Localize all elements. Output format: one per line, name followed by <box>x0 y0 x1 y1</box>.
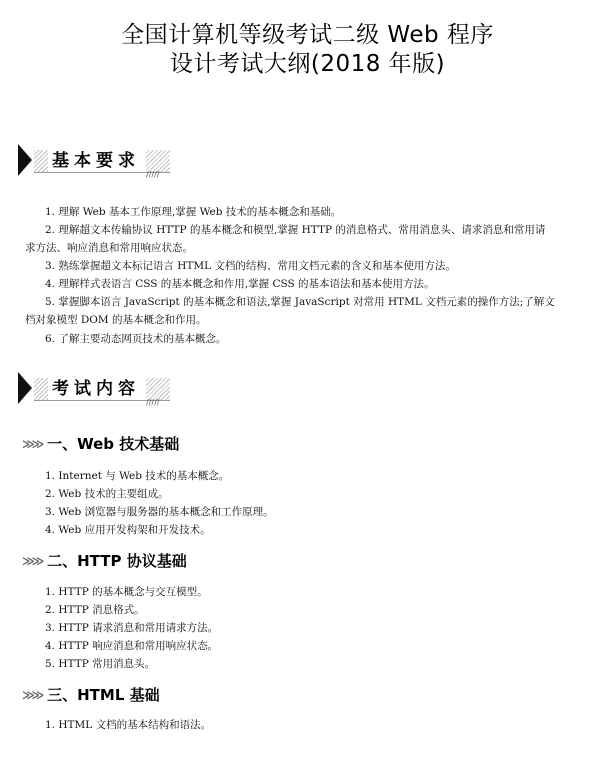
list-item: 1. HTTP 的基本概念与交互模型。 <box>45 586 208 598</box>
list-item: 4. Web 应用开发构架和开发技术。 <box>45 524 211 536</box>
subsection-title: 三、HTML 基础 <box>47 686 160 704</box>
double-arrow-icon: ≫≫ <box>22 437 42 451</box>
list-item: 3. Web 浏览器与服务器的基本概念和工作原理。 <box>45 506 274 518</box>
slash-decoration: ///// <box>146 170 160 179</box>
list-item: 3. HTTP 请求消息和常用请求方法。 <box>45 622 219 634</box>
list-item: 2. 理解超文本传输协议 HTTP 的基本概念和模型,掌握 HTTP 的消息格式、常用消息头、请求消息和常用请 <box>45 224 546 236</box>
double-arrow-icon: ≫≫ <box>22 554 42 568</box>
section-heading-text: 基本要求 <box>48 145 146 172</box>
triangle-marker-icon <box>18 144 32 176</box>
triangle-marker-icon <box>18 372 32 404</box>
list-item: 4. 理解样式表语言 CSS 的基本概念和作用,掌握 CSS 的基本语法和基本使用方法。 <box>45 278 435 290</box>
section-heading-exam-content <box>18 368 168 408</box>
subsection-title: 二、HTTP 协议基础 <box>47 552 187 570</box>
page-title-line-2: 设计考试大纲(2018 年版) <box>169 51 446 77</box>
list-item: 2. Web 技术的主要组成。 <box>45 488 169 500</box>
list-item: 1. HTML 文档的基本结构和语法。 <box>45 719 212 731</box>
list-item: 4. HTTP 响应消息和常用响应状态。 <box>45 640 219 652</box>
list-item: 5. 掌握脚本语言 JavaScript 的基本概念和语法,掌握 JavaScript 对常用 HTML 文档元素的操作方法;了解文 <box>45 296 555 308</box>
list-item: 1. 理解 Web 基本工作原理,掌握 Web 技术的基本概念和基础。 <box>45 206 342 218</box>
subsection-heading-http-basics <box>22 550 187 572</box>
list-item: 6. 了解主要动态网页技术的基本概念。 <box>45 333 227 345</box>
list-item-continuation: 档对象模型 DOM 的基本概念和作用。 <box>25 314 207 326</box>
subsection-heading-html-basics <box>22 684 160 706</box>
list-item-continuation: 求方法、响应消息和常用响应状态。 <box>25 242 193 254</box>
slash-decoration: ///// <box>146 398 160 407</box>
list-item: 1. Internet 与 Web 技术的基本概念。 <box>45 470 230 482</box>
section-heading-text: 考试内容 <box>48 373 146 400</box>
list-item: 2. HTTP 消息格式。 <box>45 604 145 616</box>
page-title-line-1: 全国计算机等级考试二级 Web 程序 <box>121 22 494 48</box>
subsection-title: 一、Web 技术基础 <box>47 435 180 453</box>
subsection-heading-web-basics <box>22 433 179 455</box>
double-arrow-icon: ≫≫ <box>22 688 42 702</box>
list-item: 3. 熟练掌握超文本标记语言 HTML 文档的结构、常用文档元素的含义和基本使用方法。 <box>45 260 456 272</box>
section-heading-basic-requirements <box>18 140 168 180</box>
list-item: 5. HTTP 常用消息头。 <box>45 658 156 670</box>
